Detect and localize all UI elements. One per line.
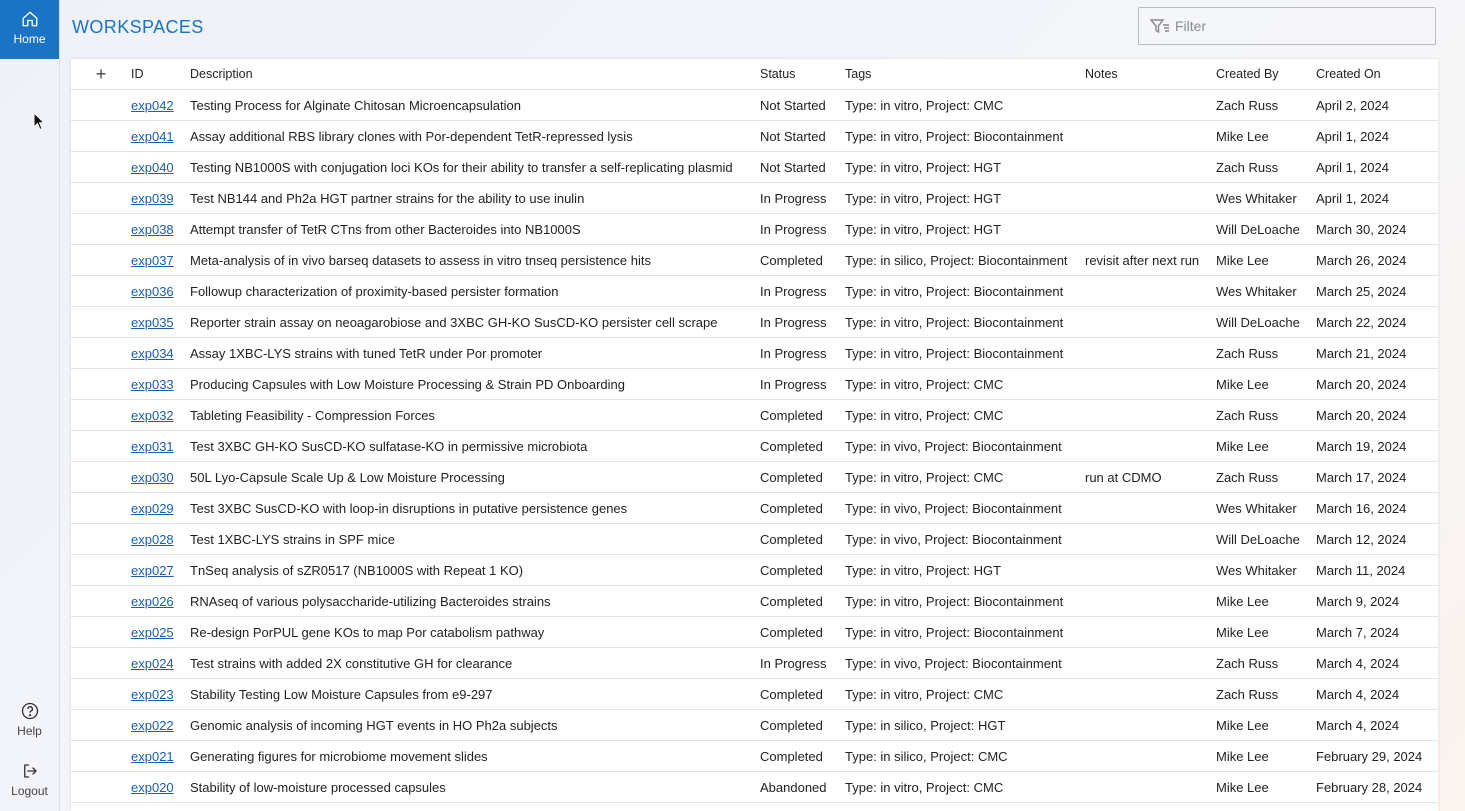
cell-description: Test 3XBC GH-KO SusCD-KO sulfatase-KO in permissive microbiota [190, 431, 760, 462]
cell-created-by: Wes Whitaker [1216, 555, 1316, 586]
cell-created-by: Mike Lee [1216, 772, 1316, 803]
cell-id [131, 276, 190, 307]
cell-tags: Type: in vitro, Project: HGT [845, 152, 1085, 183]
row-spacer-cell [71, 710, 131, 741]
cell-notes [1085, 617, 1216, 648]
cell-description: Testing Process for Alginate Chitosan Microencapsulation [190, 90, 760, 121]
cell-created-by: Zach Russ [1216, 679, 1316, 710]
cell-tags: Type: in silico, Project: CMC [845, 741, 1085, 772]
cell-description: Attempt transfer of TetR CTns from other Bacteroides into NB1000S [190, 214, 760, 245]
cell-id [131, 121, 190, 152]
nav-logout-label: Logout [11, 784, 48, 798]
column-header-created-on[interactable]: Created On [1316, 59, 1438, 90]
cell-created-by: Mike Lee [1216, 710, 1316, 741]
cell-status: Completed [760, 710, 845, 741]
cell-status: Not Started [760, 90, 845, 121]
cell-created-on: March 11, 2024 [1316, 555, 1438, 586]
cell-tags: Type: in vitro, Project: HGT [845, 214, 1085, 245]
row-spacer-cell [71, 121, 131, 152]
cell-created-on: February 28, 2024 [1316, 772, 1438, 803]
cell-status: In Progress [760, 183, 845, 214]
cell-description: Assay additional RBS library clones with Por-dependent TetR-repressed lysis [190, 121, 760, 152]
cell-tags: Type: in vivo, Project: Biocontainment [845, 524, 1085, 555]
cell-id [131, 462, 190, 493]
cell-description: Test 3XBC SusCD-KO with loop-in disruptions in putative persistence genes [190, 493, 760, 524]
table-row[interactable] [71, 338, 1438, 369]
cell-notes [1085, 90, 1216, 121]
column-header-description[interactable]: Description [190, 59, 760, 90]
cell-tags: Type: in vitro, Project: CMC [845, 90, 1085, 121]
help-icon [21, 702, 39, 720]
cell-created-on: April 1, 2024 [1316, 183, 1438, 214]
cell-tags: Type: in vitro, Project: CMC [845, 369, 1085, 400]
cell-created-on: March 26, 2024 [1316, 245, 1438, 276]
workspace-id-link[interactable]: exp032 [131, 407, 174, 423]
row-spacer-cell [71, 462, 131, 493]
cell-id [131, 679, 190, 710]
cell-description: Re-design PorPUL gene KOs to map Por catabolism pathway [190, 617, 760, 648]
cell-created-by: Mike Lee [1216, 431, 1316, 462]
cell-notes [1085, 369, 1216, 400]
cell-tags: Type: in vivo, Project: Biocontainment [845, 493, 1085, 524]
nav-home[interactable] [0, 0, 59, 59]
cell-description: 50L Lyo-Capsule Scale Up & Low Moisture Processing [190, 462, 760, 493]
cell-created-on: February 29, 2024 [1316, 741, 1438, 772]
cell-tags: Type: in vitro, Project: Biocontainment [845, 276, 1085, 307]
cell-created-by: Mike Lee [1216, 741, 1316, 772]
row-spacer-cell [71, 431, 131, 462]
cell-created-by: Mike Lee [1216, 617, 1316, 648]
column-header-tags[interactable]: Tags [845, 59, 1085, 90]
cell-created-on: March 9, 2024 [1316, 586, 1438, 617]
cell-description: Tableting Feasibility - Compression Forces [190, 400, 760, 431]
workspace-id-link[interactable]: exp041 [131, 128, 174, 144]
workspace-id-link[interactable]: exp024 [131, 655, 174, 671]
table-row[interactable] [71, 524, 1438, 555]
cell-notes [1085, 214, 1216, 245]
cell-created-on: April 2, 2024 [1316, 90, 1438, 121]
cell-tags: Type: in vitro, Project: Biocontainment [845, 307, 1085, 338]
table-row[interactable] [71, 431, 1438, 462]
workspace-id-link[interactable]: exp037 [131, 252, 174, 268]
cell-status: Completed [760, 741, 845, 772]
cell-created-by: Zach Russ [1216, 648, 1316, 679]
row-spacer-cell [71, 90, 131, 121]
workspace-id-link[interactable]: exp028 [131, 531, 174, 547]
workspace-id-link[interactable]: exp034 [131, 345, 174, 361]
row-spacer-cell [71, 214, 131, 245]
cell-status: Completed [760, 524, 845, 555]
cell-tags: Type: in vivo, Project: Biocontainment [845, 648, 1085, 679]
cell-status: Completed [760, 431, 845, 462]
cell-created-on: March 19, 2024 [1316, 431, 1438, 462]
cell-id [131, 586, 190, 617]
cell-description: RNAseq of various polysaccharide-utilizing Bacteroides strains [190, 586, 760, 617]
page-title: WORKSPACES [72, 17, 204, 37]
column-header-notes[interactable]: Notes [1085, 59, 1216, 90]
table-row[interactable] [71, 462, 1438, 493]
workspace-id-link[interactable]: exp031 [131, 438, 174, 454]
filter-icon [1150, 18, 1170, 34]
cell-notes [1085, 152, 1216, 183]
workspace-id-link[interactable]: exp040 [131, 159, 174, 175]
cell-description: Test 1XBC-LYS strains in SPF mice [190, 524, 760, 555]
workspace-id-link[interactable]: exp035 [131, 314, 174, 330]
cell-notes [1085, 648, 1216, 679]
cell-created-by: Wes Whitaker [1216, 493, 1316, 524]
cell-created-by: Zach Russ [1216, 152, 1316, 183]
cell-tags: Type: in silico, Project: Biocontainment [845, 245, 1085, 276]
cell-id [131, 245, 190, 276]
filter-input[interactable] [1175, 18, 1415, 34]
cell-notes [1085, 493, 1216, 524]
row-spacer-cell [71, 400, 131, 431]
cell-created-on: March 25, 2024 [1316, 276, 1438, 307]
cell-status: Completed [760, 617, 845, 648]
cell-created-on: March 21, 2024 [1316, 338, 1438, 369]
table-row[interactable] [71, 276, 1438, 307]
cell-id [131, 741, 190, 772]
cell-status: Abandoned [760, 772, 845, 803]
cell-status: In Progress [760, 276, 845, 307]
workspace-id-link[interactable]: exp025 [131, 624, 174, 640]
row-spacer-cell [71, 276, 131, 307]
nav-logout[interactable] [0, 762, 59, 798]
logout-icon [21, 762, 39, 780]
cell-id [131, 431, 190, 462]
cell-tags: Type: in silico, Project: HGT [845, 710, 1085, 741]
cell-description: Testing NB1000S with conjugation loci KOs for their ability to transfer a self-replicating plasmid [190, 152, 760, 183]
table-row[interactable] [71, 555, 1438, 586]
cell-created-by: Mike Lee [1216, 121, 1316, 152]
cell-id [131, 617, 190, 648]
workspace-id-link[interactable]: exp021 [131, 748, 174, 764]
row-spacer-cell [71, 369, 131, 400]
add-workspace-button[interactable]: + [71, 59, 131, 90]
cell-description: Genomic analysis of incoming HGT events in HO Ph2a subjects [190, 710, 760, 741]
cell-created-by: Mike Lee [1216, 586, 1316, 617]
cell-description: Meta-analysis of in vivo barseq datasets to assess in vitro tnseq persistence hits [190, 245, 760, 276]
table-row[interactable] [71, 183, 1438, 214]
table-row[interactable] [71, 679, 1438, 710]
table-body [71, 90, 1438, 803]
cell-id [131, 555, 190, 586]
row-spacer-cell [71, 307, 131, 338]
cell-tags: Type: in vitro, Project: CMC [845, 679, 1085, 710]
table-row[interactable] [71, 586, 1438, 617]
workspace-id-link[interactable]: exp020 [131, 779, 174, 795]
cell-status: Not Started [760, 121, 845, 152]
workspace-id-link[interactable]: exp030 [131, 469, 174, 485]
table-row[interactable] [71, 152, 1438, 183]
cell-id [131, 214, 190, 245]
cell-created-by: Wes Whitaker [1216, 276, 1316, 307]
row-spacer-cell [71, 772, 131, 803]
table-row[interactable] [71, 307, 1438, 338]
cell-id [131, 152, 190, 183]
cell-id [131, 307, 190, 338]
cell-notes [1085, 121, 1216, 152]
cell-status: In Progress [760, 307, 845, 338]
cell-status: In Progress [760, 369, 845, 400]
cell-created-on: March 7, 2024 [1316, 617, 1438, 648]
sidebar [0, 0, 60, 811]
cell-description: Stability of low-moisture processed capsules [190, 772, 760, 803]
cell-created-on: March 4, 2024 [1316, 648, 1438, 679]
cell-notes [1085, 338, 1216, 369]
cell-created-by: Mike Lee [1216, 245, 1316, 276]
cell-description: Assay 1XBC-LYS strains with tuned TetR under Por promoter [190, 338, 760, 369]
table-row[interactable] [71, 772, 1438, 803]
row-spacer-cell [71, 586, 131, 617]
row-spacer-cell [71, 338, 131, 369]
cell-notes [1085, 741, 1216, 772]
home-icon [21, 10, 39, 28]
row-spacer-cell [71, 524, 131, 555]
cell-tags: Type: in vitro, Project: Biocontainment [845, 586, 1085, 617]
cell-id [131, 369, 190, 400]
cell-created-on: March 16, 2024 [1316, 493, 1438, 524]
row-spacer-cell [71, 183, 131, 214]
cell-description: Test NB144 and Ph2a HGT partner strains for the ability to use inulin [190, 183, 760, 214]
nav-help[interactable] [0, 702, 59, 738]
cell-id [131, 772, 190, 803]
row-spacer-cell [71, 648, 131, 679]
row-spacer-cell [71, 617, 131, 648]
cell-notes: run at CDMO [1085, 462, 1216, 493]
nav-home-label: Home [13, 32, 46, 46]
workspace-id-link[interactable]: exp039 [131, 190, 174, 206]
row-spacer-cell [71, 152, 131, 183]
cell-notes [1085, 400, 1216, 431]
cell-notes: revisit after next run [1085, 245, 1216, 276]
workspace-id-link[interactable]: exp029 [131, 500, 174, 516]
cell-created-on: March 17, 2024 [1316, 462, 1438, 493]
cell-status: Completed [760, 245, 845, 276]
cell-description: Reporter strain assay on neoagarobiose and 3XBC GH-KO SusCD-KO persister cell scrape [190, 307, 760, 338]
cell-notes [1085, 431, 1216, 462]
workspace-id-link[interactable]: exp022 [131, 717, 174, 733]
cell-status: Not Started [760, 152, 845, 183]
workspace-id-link[interactable]: exp042 [131, 97, 174, 113]
table-row[interactable] [71, 369, 1438, 400]
cell-status: Completed [760, 493, 845, 524]
cell-id [131, 400, 190, 431]
table-row[interactable] [71, 710, 1438, 741]
cell-tags: Type: in vitro, Project: CMC [845, 400, 1085, 431]
row-spacer-cell [71, 245, 131, 276]
cell-created-on: April 1, 2024 [1316, 152, 1438, 183]
cell-id [131, 524, 190, 555]
cell-created-on: April 1, 2024 [1316, 121, 1438, 152]
workspaces-table [71, 59, 1438, 811]
table-row[interactable] [71, 245, 1438, 276]
workspace-id-link[interactable]: exp026 [131, 593, 174, 609]
cell-notes [1085, 679, 1216, 710]
cell-notes [1085, 307, 1216, 338]
cell-created-on: March 4, 2024 [1316, 710, 1438, 741]
cell-created-on: March 20, 2024 [1316, 400, 1438, 431]
cell-created-by: Zach Russ [1216, 90, 1316, 121]
table-row[interactable] [71, 214, 1438, 245]
row-spacer-cell [71, 741, 131, 772]
workspace-id-link[interactable]: exp023 [131, 686, 174, 702]
cell-description: Generating figures for microbiome movement slides [190, 741, 760, 772]
cell-created-by: Zach Russ [1216, 338, 1316, 369]
mouse-cursor-icon [33, 112, 45, 132]
cell-tags: Type: in vitro, Project: CMC [845, 772, 1085, 803]
workspace-id-link[interactable]: exp036 [131, 283, 174, 299]
table-row[interactable] [71, 617, 1438, 648]
cell-notes [1085, 586, 1216, 617]
cell-description: Stability Testing Low Moisture Capsules from e9-297 [190, 679, 760, 710]
cell-notes [1085, 772, 1216, 803]
cell-status: In Progress [760, 338, 845, 369]
table-row[interactable] [71, 493, 1438, 524]
cell-status: In Progress [760, 648, 845, 679]
workspace-id-link[interactable]: exp038 [131, 221, 174, 237]
nav-help-label: Help [17, 724, 42, 738]
cell-notes [1085, 183, 1216, 214]
table-row[interactable] [71, 121, 1438, 152]
row-spacer-cell [71, 679, 131, 710]
cell-notes [1085, 710, 1216, 741]
cell-id [131, 710, 190, 741]
table-header-row [71, 59, 1438, 90]
row-spacer-cell [71, 555, 131, 586]
cell-created-by: Will DeLoache [1216, 524, 1316, 555]
cell-id [131, 90, 190, 121]
cell-description: Test strains with added 2X constitutive GH for clearance [190, 648, 760, 679]
cell-tags: Type: in vitro, Project: HGT [845, 183, 1085, 214]
cell-created-by: Zach Russ [1216, 400, 1316, 431]
workspace-id-link[interactable]: exp027 [131, 562, 174, 578]
cell-tags: Type: in vitro, Project: CMC [845, 462, 1085, 493]
cell-created-by: Will DeLoache [1216, 307, 1316, 338]
cell-created-by: Zach Russ [1216, 462, 1316, 493]
cell-id [131, 648, 190, 679]
cell-notes [1085, 276, 1216, 307]
column-header-created-by[interactable]: Created By [1216, 59, 1316, 90]
table-row[interactable] [71, 90, 1438, 121]
cell-id [131, 338, 190, 369]
cell-status: Completed [760, 462, 845, 493]
cell-tags: Type: in vitro, Project: Biocontainment [845, 617, 1085, 648]
row-spacer-cell [71, 493, 131, 524]
cell-notes [1085, 524, 1216, 555]
column-header-status[interactable]: Status [760, 59, 845, 90]
cell-status: Completed [760, 586, 845, 617]
cell-tags: Type: in vivo, Project: Biocontainment [845, 431, 1085, 462]
table-row[interactable] [71, 741, 1438, 772]
workspace-id-link[interactable]: exp033 [131, 376, 174, 392]
table-row[interactable] [71, 400, 1438, 431]
cell-id [131, 183, 190, 214]
cell-created-on: March 22, 2024 [1316, 307, 1438, 338]
cell-notes [1085, 555, 1216, 586]
cell-created-by: Mike Lee [1216, 369, 1316, 400]
cell-status: Completed [760, 400, 845, 431]
cell-status: Completed [760, 555, 845, 586]
cell-tags: Type: in vitro, Project: Biocontainment [845, 121, 1085, 152]
cell-description: Followup characterization of proximity-based persister formation [190, 276, 760, 307]
cell-tags: Type: in vitro, Project: Biocontainment [845, 338, 1085, 369]
cell-created-on: March 20, 2024 [1316, 369, 1438, 400]
cell-status: In Progress [760, 214, 845, 245]
cell-created-by: Wes Whitaker [1216, 183, 1316, 214]
cell-description: Producing Capsules with Low Moisture Processing & Strain PD Onboarding [190, 369, 760, 400]
cell-description: TnSeq analysis of sZR0517 (NB1000S with Repeat 1 KO) [190, 555, 760, 586]
cell-created-on: March 30, 2024 [1316, 214, 1438, 245]
table-row[interactable] [71, 648, 1438, 679]
cell-id [131, 493, 190, 524]
cell-tags: Type: in vitro, Project: HGT [845, 555, 1085, 586]
cell-created-on: March 4, 2024 [1316, 679, 1438, 710]
cell-created-by: Will DeLoache [1216, 214, 1316, 245]
filter-field[interactable] [1138, 7, 1436, 45]
cell-created-on: March 12, 2024 [1316, 524, 1438, 555]
cell-status: Completed [760, 679, 845, 710]
column-header-id[interactable]: ID [131, 59, 190, 90]
